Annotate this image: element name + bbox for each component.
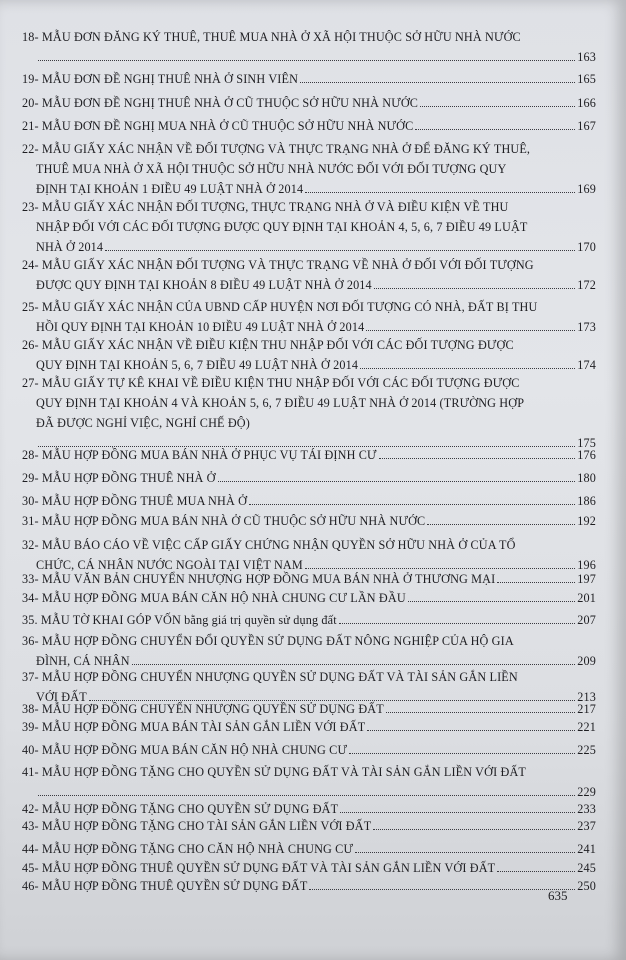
toc-entry-page: 201 (577, 591, 596, 605)
toc-entry-line (22, 802, 596, 816)
toc-entry-line (22, 819, 596, 833)
dot-leader (305, 567, 575, 569)
toc-entry-page: 186 (577, 494, 596, 508)
toc-entry-line (22, 494, 596, 508)
toc-entry-title: VỚI ĐẤT (36, 690, 87, 704)
toc-entry-title: 18- MẪU ĐƠN ĐĂNG KÝ THUÊ, THUÊ MUA NHÀ Ở XÃ HỘI THUỘC SỞ HỮU NHÀ NƯỚC (22, 30, 521, 44)
toc-entry-title: HỒI QUY ĐỊNH TẠI KHOẢN 10 ĐIỀU 49 LUẬT NHÀ Ở 2014 (36, 320, 365, 334)
dot-leader (427, 523, 575, 525)
toc-entry-page: 207 (577, 613, 596, 627)
toc-entry-title: 37- MẪU HỢP ĐỒNG CHUYỂN NHƯỢNG QUYỀN SỬ DỤNG ĐẤT VÀ TÀI SẢN GẮN LIỀN (22, 670, 518, 684)
dot-leader (305, 191, 575, 193)
toc-entry-page: 241 (577, 842, 596, 856)
toc-entry-title: 23- MẪU GIẤY XÁC NHẬN ĐỐI TƯỢNG, THỰC TRẠNG NHÀ Ở VÀ ĐIỀU KIỆN VỀ THU (22, 200, 509, 214)
toc-entry-title: ĐƯỢC QUY ĐỊNH TẠI KHOẢN 8 ĐIỀU 49 LUẬT NHÀ Ở 2014 (36, 278, 372, 292)
toc-entry-title: 45- MẪU HỢP ĐỒNG THUÊ QUYỀN SỬ DỤNG ĐẤT VÀ TÀI SẢN GẮN LIỀN VỚI ĐẤT (22, 861, 496, 875)
dot-leader (300, 81, 575, 83)
toc-entry-title: CHỨC, CÁ NHÂN NƯỚC NGOÀI TẠI VIỆT NAM (36, 558, 303, 572)
dot-leader (373, 828, 575, 830)
toc-entry-title: 26- MẪU GIẤY XÁC NHẬN VỀ ĐIỀU KIỆN THU NHẬP ĐỐI VỚI CÁC ĐỐI TƯỢNG ĐƯỢC (22, 338, 514, 352)
toc-entry-line (22, 842, 596, 856)
toc-entry-title: 34- MẪU HỢP ĐỒNG MUA BÁN CĂN HỘ NHÀ CHUNG CƯ LẦN ĐẦU (22, 591, 406, 605)
toc-entry-line (22, 338, 596, 352)
toc-entry-page: 197 (577, 572, 596, 586)
toc-entry-page: 176 (577, 448, 596, 462)
toc-entry-page: 229 (577, 785, 596, 799)
toc-entry-line (22, 142, 596, 156)
toc-entry-title: THUÊ MUA NHÀ Ở XÃ HỘI THUỘC SỞ HỮU NHÀ NƯỚC ĐỐI VỚI ĐỐI TƯỢNG QUY (36, 162, 507, 176)
toc-entry-page: 170 (577, 240, 596, 254)
toc-entry-line (22, 119, 596, 133)
dot-leader (374, 287, 575, 289)
dot-leader (349, 752, 575, 754)
toc-entry-page: 175 (577, 436, 596, 450)
toc-entry-page: 167 (577, 119, 596, 133)
dot-leader (379, 457, 576, 459)
page-number: 635 (548, 888, 568, 903)
dot-leader (340, 811, 575, 813)
dot-leader (420, 105, 575, 107)
dot-leader (360, 367, 575, 369)
dot-leader (38, 445, 575, 447)
toc-entry-title: QUY ĐỊNH TẠI KHOẢN 5, 6, 7 ĐIỀU 49 LUẬT NHÀ Ở 2014 (36, 358, 359, 372)
toc-entry-title: 44- MẪU HỢP ĐỒNG TẶNG CHO CĂN HỘ NHÀ CHUNG CƯ (22, 842, 354, 856)
toc-entry-line (22, 861, 596, 875)
toc-entry-title: 35. MẪU TỜ KHAI GÓP VỐN bằng giá trị quyền sử dụng đất (22, 613, 337, 627)
dot-leader (497, 581, 575, 583)
toc-entry-line (36, 785, 596, 799)
toc-entry-line (36, 240, 596, 254)
toc-entry-title: ĐÃ ĐƯỢC NGHỈ VIỆC, NGHỈ CHẾ ĐỘ) (36, 416, 250, 430)
toc-entry-title: NHÀ Ở 2014 (36, 240, 104, 254)
dot-leader (38, 794, 575, 796)
toc-entry-line (22, 591, 596, 605)
toc-entry-line (36, 162, 596, 176)
dot-leader (339, 622, 576, 624)
toc-entry-page: 192 (577, 514, 596, 528)
toc-entry-line (22, 879, 596, 893)
toc-entry-title: 31- MẪU HỢP ĐỒNG MUA BÁN NHÀ Ở CŨ THUỘC SỞ HỮU NHÀ NƯỚC (22, 514, 426, 528)
toc-entry-page: 233 (577, 802, 596, 816)
toc-entry-title: 20- MẪU ĐƠN ĐỀ NGHỊ THUÊ NHÀ Ở CŨ THUỘC SỞ HỮU NHÀ NƯỚC (22, 96, 419, 110)
toc-entry-title: 41- MẪU HỢP ĐỒNG TẶNG CHO QUYỀN SỬ DỤNG ĐẤT VÀ TÀI SẢN GẮN LIỀN VỚI ĐẤT (22, 765, 526, 779)
toc-entry-line (22, 448, 596, 462)
toc-entry-line (22, 258, 596, 272)
dot-leader (218, 480, 576, 482)
toc-entry-line (22, 720, 596, 734)
toc-entry-line (22, 743, 596, 757)
toc-entry-title: 39- MẪU HỢP ĐỒNG MUA BÁN TÀI SẢN GẮN LIỀN VỚI ĐẤT (22, 720, 366, 734)
toc-entry-title: 33- MẪU VĂN BẢN CHUYỂN NHƯỢNG HỢP ĐỒNG MUA BÁN NHÀ Ở THƯƠNG MẠI (22, 572, 496, 586)
dot-leader (408, 600, 575, 602)
toc-entry-page: 174 (577, 358, 596, 372)
toc-entry-line (36, 50, 596, 64)
toc-entry-page: 173 (577, 320, 596, 334)
toc-entry-line (22, 538, 596, 552)
toc-entry-page: 196 (577, 558, 596, 572)
toc-entry-page: 165 (577, 72, 596, 86)
toc-entry-page: 225 (577, 743, 596, 757)
toc-entry-line (22, 376, 596, 390)
dot-leader (249, 503, 575, 505)
toc-entry-line (22, 572, 596, 586)
toc-entry-line (36, 558, 596, 572)
toc-entry-title: 28- MẪU HỢP ĐỒNG MUA BÁN NHÀ Ở PHỤC VỤ TÁI ĐỊNH CƯ (22, 448, 377, 462)
toc-entry-line (22, 96, 596, 110)
toc-entry-title: 25- MẪU GIẤY XÁC NHẬN CỦA UBND CẤP HUYỆN NƠI ĐỐI TƯỢNG CÓ NHÀ, ĐẤT BỊ THU (22, 300, 538, 314)
toc-entry-title: 24- MẪU GIẤY XÁC NHẬN ĐỐI TƯỢNG VÀ THỰC TRẠNG VỀ NHÀ Ở ĐỐI VỚI ĐỐI TƯỢNG (22, 258, 534, 272)
toc-entry-line (36, 220, 596, 234)
toc-entry-page: 180 (577, 471, 596, 485)
toc-entry-title: 19- MẪU ĐƠN ĐỀ NGHỊ THUÊ NHÀ Ở SINH VIÊN (22, 72, 299, 86)
toc-entry-title: 43- MẪU HỢP ĐỒNG TẶNG CHO TÀI SẢN GẮN LIỀN VỚI ĐẤT (22, 819, 372, 833)
toc-entry-line (36, 320, 596, 334)
toc-entry-line (22, 613, 596, 627)
toc-entry-line (36, 396, 596, 410)
toc-entry-title: 40- MẪU HỢP ĐỒNG MUA BÁN CĂN HỘ NHÀ CHUNG CƯ (22, 743, 348, 757)
toc-entry-page: 221 (577, 720, 596, 734)
toc-entry-page: 250 (577, 879, 596, 893)
toc-entry-title: 32- MẪU BÁO CÁO VỀ VIỆC CẤP GIẤY CHỨNG NHẬN QUYỀN SỞ HỮU NHÀ Ở CỦA TỔ (22, 538, 516, 552)
toc-entry-line (22, 702, 596, 716)
toc-entry-page: 172 (577, 278, 596, 292)
toc-entry-page: 163 (577, 50, 596, 64)
toc-entry-line (22, 634, 596, 648)
toc-entry-title: 22- MẪU GIẤY XÁC NHẬN VỀ ĐỐI TƯỢNG VÀ THỰC TRẠNG NHÀ Ở ĐỂ ĐĂNG KÝ THUÊ, (22, 142, 531, 156)
toc-entry-line (36, 654, 596, 668)
toc-entry-line (22, 670, 596, 684)
dot-leader (105, 249, 575, 251)
toc-entry-line (36, 416, 596, 430)
dot-leader (355, 851, 575, 853)
toc-entry-title: 46- MẪU HỢP ĐỒNG THUÊ QUYỀN SỬ DỤNG ĐẤT (22, 879, 308, 893)
toc-entry-page: 245 (577, 861, 596, 875)
toc-entry-line (36, 182, 596, 196)
toc-entry-page: 217 (577, 702, 596, 716)
dot-leader (38, 59, 575, 61)
toc-entry-title: ĐÌNH, CÁ NHÂN (36, 654, 130, 668)
toc-entry-page: 166 (577, 96, 596, 110)
toc-entry-page: 169 (577, 182, 596, 196)
dot-leader (367, 729, 575, 731)
toc-entry-title: 42- MẪU HỢP ĐỒNG TẶNG CHO QUYỀN SỬ DỤNG ĐẤT (22, 802, 339, 816)
dot-leader (132, 663, 576, 665)
toc-entry-line (22, 765, 596, 779)
toc-entry-title: 21- MẪU ĐƠN ĐỀ NGHỊ MUA NHÀ Ở CŨ THUỘC SỞ HỮU NHÀ NƯỚC (22, 119, 414, 133)
toc-entry-page: 209 (577, 654, 596, 668)
dot-leader (89, 699, 575, 701)
toc-entry-line (22, 72, 596, 86)
toc-entry-page: 213 (577, 690, 596, 704)
toc-entry-title: ĐỊNH TẠI KHOẢN 1 ĐIỀU 49 LUẬT NHÀ Ở 2014 (36, 182, 304, 196)
toc-entry-page: 237 (577, 819, 596, 833)
toc-entry-title: QUY ĐỊNH TẠI KHOẢN 4 VÀ KHOẢN 5, 6, 7 ĐIỀU 49 LUẬT NHÀ Ở 2014 (TRƯỜNG HỢP (36, 396, 525, 410)
toc-entry-line (22, 514, 596, 528)
toc-entry-line (22, 200, 596, 214)
toc-entry-title: 27- MẪU GIẤY TỰ KÊ KHAI VỀ ĐIỀU KIỆN THU NHẬP ĐỐI VỚI CÁC ĐỐI TƯỢNG ĐƯỢC (22, 376, 520, 390)
dot-leader (497, 870, 575, 872)
toc-entry-line (22, 30, 596, 44)
toc-entry-title: 29- MẪU HỢP ĐỒNG THUÊ NHÀ Ở (22, 471, 216, 485)
dot-leader (415, 128, 575, 130)
toc-entry-line (22, 300, 596, 314)
toc-entry-line (36, 278, 596, 292)
dot-leader (366, 329, 575, 331)
toc-entry-title: 38- MẪU HỢP ĐỒNG CHUYỂN NHƯỢNG QUYỀN SỬ DỤNG ĐẤT (22, 702, 384, 716)
toc-entry-line (22, 471, 596, 485)
toc-entry-title: NHẬP ĐỐI VỚI CÁC ĐỐI TƯỢNG ĐƯỢC QUY ĐỊNH TẠI KHOẢN 4, 5, 6, 7 ĐIỀU 49 LUẬT (36, 220, 528, 234)
toc-entry-title: 36- MẪU HỢP ĐỒNG CHUYỂN ĐỔI QUYỀN SỬ DỤNG ĐẤT NÔNG NGHIỆP CỦA HỘ GIA (22, 634, 514, 648)
dot-leader (309, 888, 575, 890)
toc-entry-line (36, 358, 596, 372)
dot-leader (386, 711, 575, 713)
toc-entry-title: 30- MẪU HỢP ĐỒNG THUÊ MUA NHÀ Ở (22, 494, 248, 508)
